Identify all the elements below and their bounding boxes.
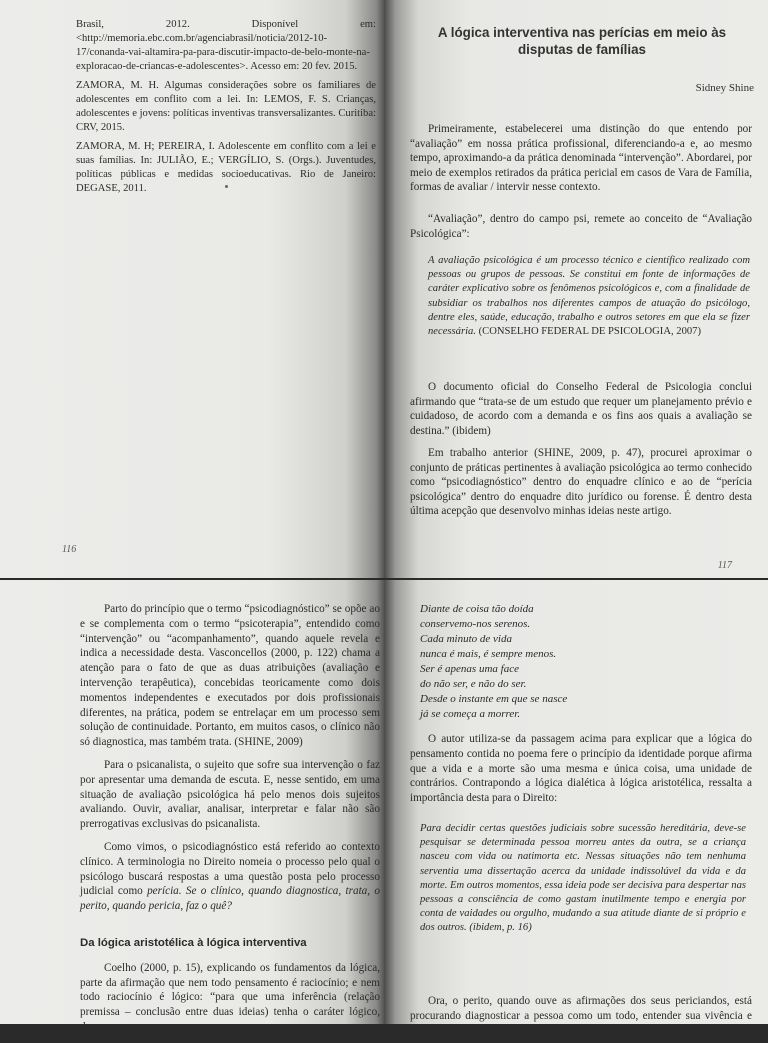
reference-item: ZAMORA, M. H. Algumas considerações sobre os familiares de adolescentes em conflito com a lei. In: LEMOS, F. S. Crianças, adolescentes e jovens: políticas inventivas transversalizantes. Curitiba: CRV, 2015. — [76, 80, 376, 133]
paragraph-text: Ora, o perito, quando ouve as afirmações dos seus periciandos, está procurando diagnosticar a pessoa como um todo, entender sua vivência e compreender sua forma de aprender o — [410, 995, 752, 1037]
reference-list — [76, 18, 376, 201]
poem-line: Ser é apenas uma face — [420, 663, 519, 675]
paragraph-text: Primeiramente, estabelecerei uma distinção do que entendo por “avaliação” em nossa prática profissional, diferenciando-a e, ao mesmo tempo, aproximando-a da prática denominada “intervenção”. Abordarei, por meio de exemplos retirados da prática pericial em casos de Vara de Família, formas de avaliar / intervir nesse contexto. — [410, 123, 752, 194]
poem-line: do não ser, e não do ser. — [420, 678, 527, 690]
bottom-left-column — [80, 602, 380, 1043]
page-number: 117 — [717, 560, 732, 571]
paragraph-text: Para o psicanalista, o sujeito que sofre sua intervenção o faz por apresentar uma demanda de escuta. E, nesse sentido, em uma situação de avaliação psicológica há pelo menos dois sujeitos avaliando. Ouvir, avaliar, analisar, interpretar e falar não são prerrogativas exclusivas do psicanalista. — [80, 758, 380, 831]
paragraph-text — [80, 840, 380, 914]
poem-line: Desde o instante em que se nasce — [420, 693, 568, 705]
body-paragraph — [410, 732, 752, 806]
paragraph-text: “Avaliação”, dentro do campo psi, remete ao conceito de “Avaliação Psicológica”: — [410, 213, 752, 240]
reference-item: ZAMORA, M. H; PEREIRA, I. Adolescente em conflito com a lei e suas famílias. In: JULIÃO, E.; VERGÍLIO, S. (Orgs.). Juventudes, políticas públicas e medidas socioeducativas. Rio de Janeiro: DEGASE, 2011. — [76, 141, 376, 194]
paragraph-text: O documento oficial do Conselho Federal de Psicologia conclui afirmando que “trata-se de um estudo que requer um planejamento prévio e cuidadoso, de acordo com a demanda e os fins aos quais a avaliação se destina.” (ibidem) — [410, 381, 752, 437]
author-name: Sidney Shine — [695, 82, 754, 94]
quote-source: (CONSELHO FEDERAL DE PSICOLOGIA, 2007) — [475, 326, 701, 338]
body-paragraph — [410, 380, 752, 438]
poem-line: nunca é mais, é sempre menos. — [420, 648, 557, 660]
poem — [420, 602, 740, 722]
paragraph-text: O autor utiliza-se da passagem acima para explicar que a lógica do pensamento contida no poema fere o princípio da identidade porque afirma que a vida e a morte são uma mesma e única coisa, uma unidade de contrários. Contrapondo a lógica dialética à lógica aristotélica, ressalta a importância desta para o Direito: — [410, 733, 752, 805]
paragraph-part: Como vimos, o psicodiagnóstico está referido ao contexto clínico. A terminologia no Direito nomeia o processo pelo qual o psicólogo buscará respostas a uma questão posta pelo processo judicial como — [80, 840, 380, 898]
block-quote: Para decidir certas questões judiciais sobre sucessão hereditária, deve-se pesquisar se determinada pessoa morreu antes da outra, se a criança nasceu com vida ou natimorta etc. Nessas situações não tem nenhuma serventia uma dissertação acerca da unidade indissolúvel da vida e da morte. Em outros momentos, essa ideia pode ser decisiva para despertar nas pessoas a consciência de como gastam inutilmente tempo e energia por conta de vaidades ou orgulho, mudando a sua atitude diante de si próprio e dos outros. (ibidem, p. 16) — [420, 823, 746, 934]
quote-text: A avaliação psicológica é um processo técnico e científico realizado com pessoas ou grupos de pessoas. Se constitui em fonte de informações de caráter explicativo sobre os fenômenos psicológicos e, com a finalidade de subsidiar os trabalhos nos diferentes campos de atuação do psicólogo, dentre eles, saúde, educação, trabalho e outros setores em que ela se fizer necessária. — [428, 255, 750, 338]
chapter-title: A lógica interventiva nas perícias em meio às disputas de famílias — [437, 25, 727, 57]
body-paragraph — [410, 122, 752, 195]
paragraph-text: Coelho (2000, p. 15), explicando os fundamentos da lógica, parte da afirmação que nem todo pensamento é raciocínio; e nem todo raciocínio é lógico: “para que uma inferência (relação premissa – conclusão entre duas ideias) tenha o caráter lógico, devem ser — [80, 961, 380, 1033]
block-quote — [428, 254, 750, 339]
poem-line: já se começa a morrer. — [420, 708, 521, 720]
speck-mark — [225, 185, 228, 188]
poem-line: Cada minuto de vida — [420, 633, 512, 645]
page-116 — [0, 0, 384, 578]
paragraph-text: Em trabalho anterior (SHINE, 2009, p. 47), procurei aproximar o conjunto de práticas pertinentes à avaliação psicológica ao termo conhecido como “psicodiagnóstico” dentro do enquadre clínico e ao de “perícia psicológica” dentro do enquadre dito jurídico ou forense. É dentro desta última acepção que desenvolvo minhas ideias neste artigo. — [410, 447, 752, 518]
poem-line: conservemo-nos serenos. — [420, 618, 531, 630]
reference-item: Brasil, 2012. Disponível em: <http://memoria.ebc.com.br/agenciabrasil/noticia/2012-10-17/conanda-vai-altamira-pa-para-discutir-impacto-de-belo-monte-na-exploracao-de-criancas-e-adolescentes>. Acesso em: 20 fev. 2015. — [76, 19, 376, 72]
body-paragraph — [410, 994, 752, 1038]
body-paragraph — [410, 446, 752, 519]
paragraph-text: Parto do princípio que o termo “psicodiagnóstico” se opõe ao e se complementa com o termo “psicoterapia”, entendido como “intervenção” ou “acompanhamento”, quando aquele revela e indica a necessidade desta. Vasconcellos (2000, p. 122) chama a atenção para o fato de que as duas atribuições (avaliação e intervenção terapêutica), concebidas teoricamente como dois momentos independentes e executados por dois profissionais diferentes, na prática, podem se entrelaçar em um processo sem solução de continuidade. Portanto, em muitos casos, o clínico não só diagnostica, mas também trata. (SHINE, 2009) — [80, 603, 380, 749]
poem-line: Diante de coisa tão doída — [420, 603, 534, 615]
section-heading: Da lógica aristotélica à lógica interventiva — [80, 936, 307, 949]
body-paragraph — [410, 212, 752, 241]
paragraph-italic-part: perícia. Se o clínico, quando diagnostica, trata, o perito, quando pericia, faz o quê? — [80, 885, 380, 913]
page-number: 116 — [62, 544, 77, 555]
